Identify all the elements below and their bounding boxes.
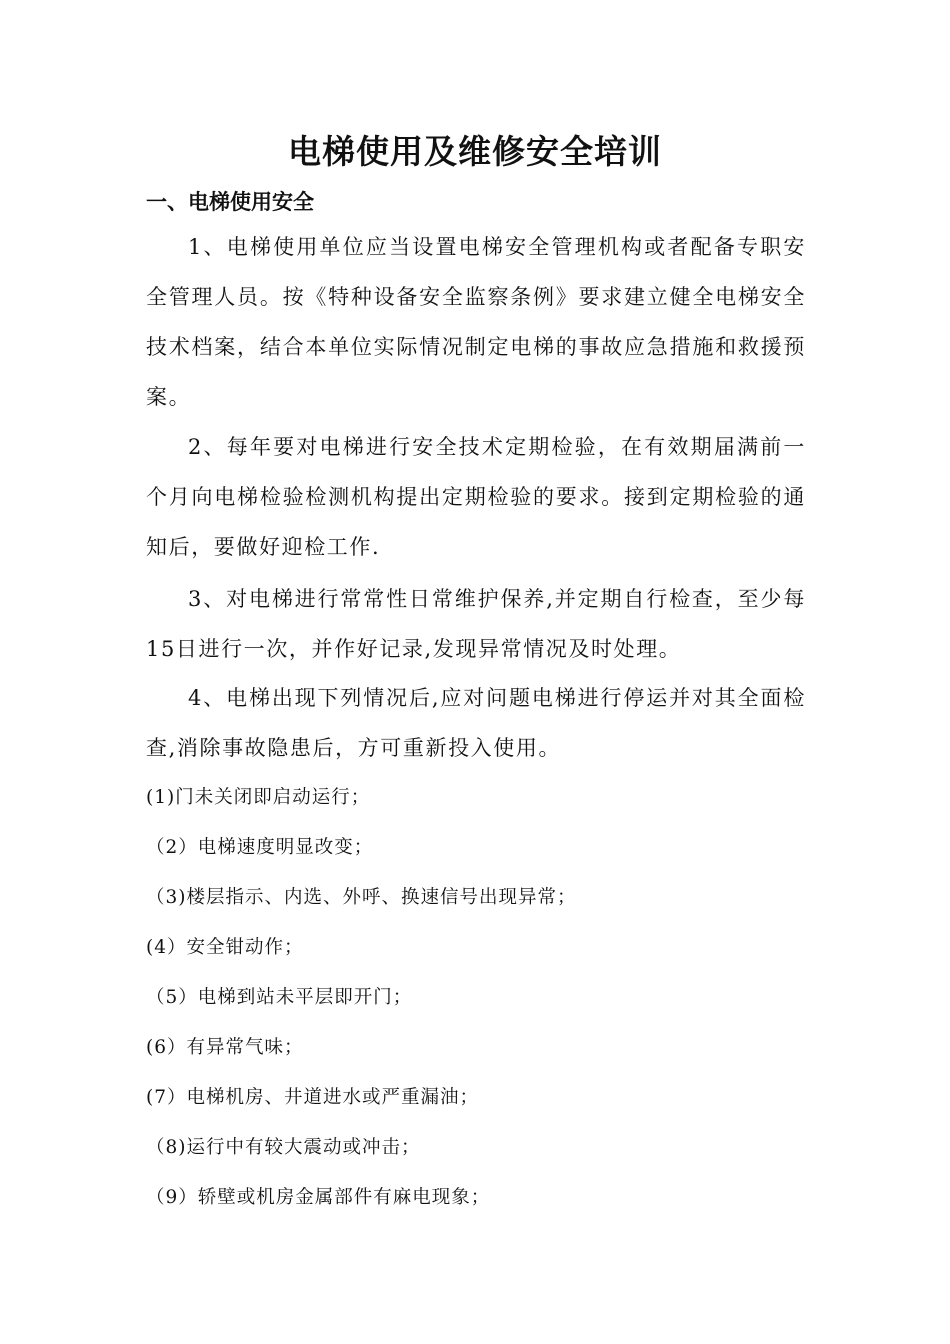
list-item-8: （8)运行中有较大震动或冲击； (146, 1137, 421, 1158)
list-item-6: (6）有异常气味； (146, 1037, 304, 1058)
list-item-7: (7）电梯机房、井道进水或严重漏油； (146, 1087, 479, 1108)
list-item-2: （2）电梯速度明显改变； (146, 837, 374, 858)
section-heading: 一、电梯使用安全 (146, 190, 314, 214)
document-title: 电梯使用及维修安全培训 (288, 132, 662, 171)
paragraph-4: 4、电梯出现下列情况后,应对问题电梯进行停运并对其全面检查,消除事故隐患后，方可重新投入使用。 (146, 686, 806, 760)
list-item-9: （9）轿壁或机房金属部件有麻电现象； (146, 1187, 491, 1208)
list-item-5: （5）电梯到站未平层即开门； (146, 987, 413, 1008)
list-item-1: (1)门未关闭即启动运行； (146, 787, 371, 808)
paragraph-1: 1、电梯使用单位应当设置电梯安全管理机构或者配备专职安全管理人员。按《特种设备安全监察条例》要求建立健全电梯安全技术档案，结合本单位实际情况制定电梯的事故应急措施和救援预案。 (146, 235, 806, 409)
paragraph-3: 3、对电梯进行常常性日常维护保养,并定期自行检查，至少每15日进行一次，并作好记录,发现异常情况及时处理。 (146, 587, 806, 661)
list-item-4: (4）安全钳动作； (146, 937, 304, 958)
list-item-3: （3)楼层指示、内选、外呼、换速信号出现异常； (146, 887, 577, 908)
paragraph-2: 2、每年要对电梯进行安全技术定期检验，在有效期届满前一个月向电梯检验检测机构提出定期检验的要求。接到定期检验的通知后，要做好迎检工作. (146, 435, 806, 559)
